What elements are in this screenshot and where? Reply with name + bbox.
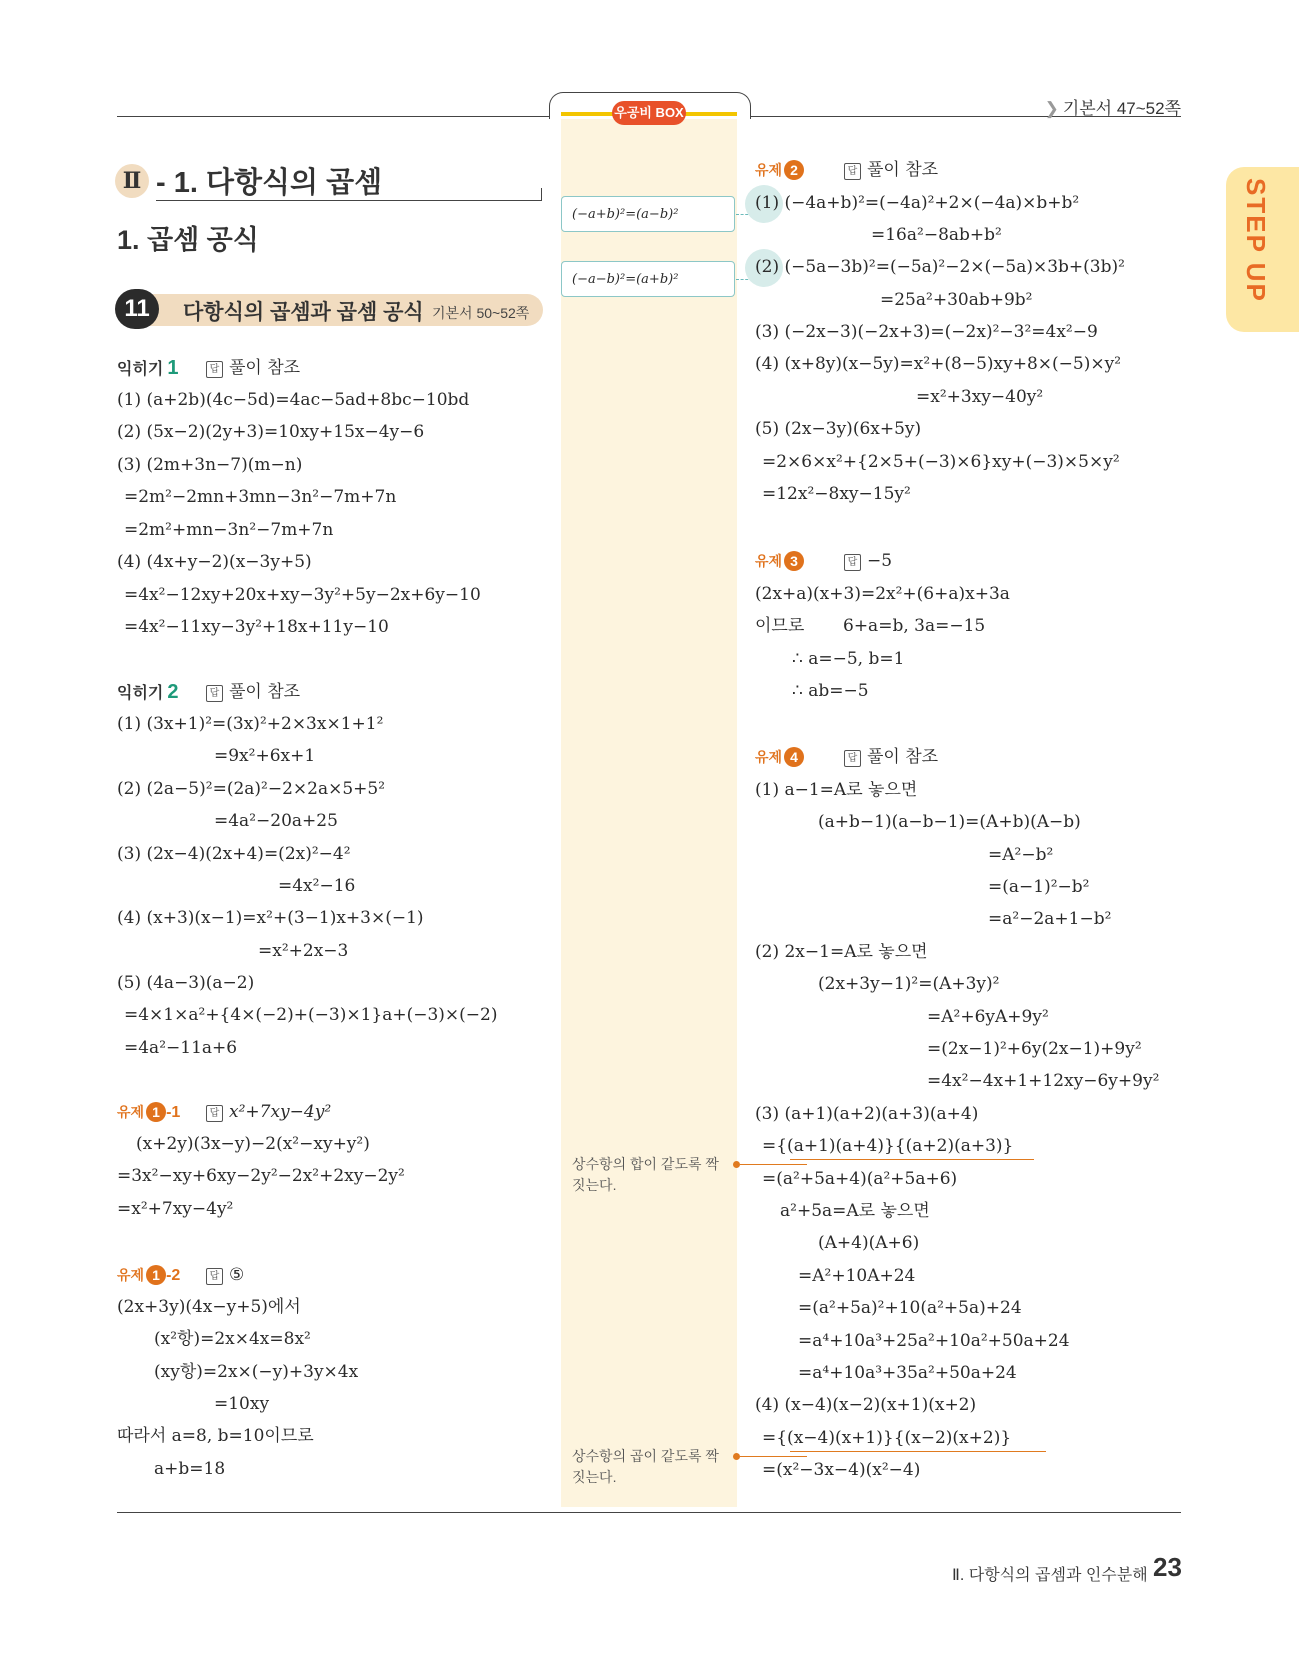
y4-line: (a+b−1)(a−b−1)=(A+b)(A−b) — [818, 812, 1081, 832]
y2-line: =25a²+30ab+9b² — [880, 290, 1033, 310]
chapter-rule — [156, 200, 542, 201]
y2-line: =12x²−8xy−15y² — [762, 484, 911, 504]
y2-line: =2×6×x²+{2×5+(−3)×6}xy+(−3)×5×y² — [762, 452, 1120, 472]
note-1-line — [740, 1164, 807, 1165]
y12-line: (xy항)=2x×(−y)+3y×4x — [154, 1362, 359, 1382]
y2-line: (5) (2x−3y)(6x+5y) — [755, 419, 922, 439]
y3-answer: 답 −5 — [844, 550, 892, 572]
note-2-line — [740, 1456, 807, 1457]
y2-line: (2) (−5a−3b)²=(−5a)²−2×(−5a)×3b+(3b)² — [755, 257, 1125, 277]
y4-line: =4x²−4x+1+12xy−6y+9y² — [927, 1071, 1160, 1091]
y12-line: 따라서 a=8, b=10이므로 — [117, 1426, 314, 1446]
ik2-line: (3) (2x−4)(2x+4)=(2x)²−4² — [117, 844, 351, 864]
box-formula-2: (−a−b)²=(a+b)² — [561, 261, 735, 297]
chapter-title: - 1. 다항식의 곱셈 — [156, 167, 383, 199]
y2-answer: 답 풀이 참조 — [844, 159, 938, 181]
y12-answer: 답 ⑤ — [206, 1264, 244, 1286]
y4-line: (1) a−1=A로 놓으면 — [755, 780, 918, 800]
ik1-line: (4) (4x+y−2)(x−3y+5) — [117, 552, 312, 572]
answer-icon: 답 — [844, 554, 861, 571]
y3-line: ∴ ab=−5 — [792, 681, 869, 701]
y4-line: =(2x−1)²+6y(2x−1)+9y² — [927, 1039, 1142, 1059]
ik1-line: (2) (5x−2)(2y+3)=10xy+15x−4y−6 — [117, 422, 425, 442]
ik1-line: (3) (2m+3n−7)(m−n) — [117, 455, 303, 475]
ik2-line: =4a²−11a+6 — [124, 1038, 238, 1058]
y4-line: a²+5a=A로 놓으면 — [780, 1201, 930, 1221]
y2-line: (1) (−4a+b)²=(−4a)²+2×(−4a)×b+b² — [755, 193, 1080, 213]
y4-line: =(a−1)²−b² — [988, 877, 1090, 897]
box-column — [561, 112, 737, 1507]
topic-title: 다항식의 곱셈과 곱셈 공식 — [183, 301, 424, 324]
answer-icon: 답 — [844, 163, 861, 180]
note-1-dot — [733, 1161, 740, 1168]
y3-line: 6+a=b, 3a=−15 — [843, 616, 986, 636]
ik2-line: =4a²−20a+25 — [214, 811, 338, 831]
ik2-line: (2) (2a−5)²=(2a)²−2×2a×5+5² — [117, 779, 386, 799]
ik2-line: (1) (3x+1)²=(3x)²+2×3x×1+1² — [117, 714, 384, 734]
footer-rule — [117, 1512, 1181, 1513]
box-note-2: 상수항의 곱이 같도록 짝 짓는다. — [572, 1448, 719, 1485]
y2-line: (4) (x+8y)(x−5y)=x²+(8−5)xy+8×(−5)×y² — [755, 354, 1122, 374]
y4-line: (A+4)(A+6) — [818, 1233, 920, 1253]
answer-icon: 답 — [206, 1268, 223, 1285]
y4-line: =a²−2a+1−b² — [988, 909, 1112, 929]
y4-line: (2) 2x−1=A로 놓으면 — [755, 942, 928, 962]
y4-label: 유제 4 — [755, 746, 804, 768]
y3-line: ∴ a=−5, b=1 — [792, 649, 905, 669]
section-title: 1. 곱셈 공식 — [117, 225, 259, 255]
answer-icon: 답 — [844, 750, 861, 767]
y12-line: (2x+3y)(4x−y+5)에서 — [117, 1297, 301, 1317]
y11-line: (x+2y)(3x−y)−2(x²−xy+y²) — [136, 1134, 370, 1154]
page-number: 23 — [1153, 1552, 1182, 1582]
chapter-numeral: Ⅱ — [115, 164, 149, 198]
y4-line: =(a²+5a+4)(a²+5a+6) — [762, 1169, 958, 1189]
note-2-dot — [733, 1453, 740, 1460]
box-note-1: 상수항의 합이 같도록 짝 짓는다. — [572, 1156, 719, 1193]
chevron-right-icon: ❯ — [1044, 99, 1059, 118]
y2-line: =x²+3xy−40y² — [916, 387, 1044, 407]
y4-line: =A²+6yA+9y² — [927, 1007, 1049, 1027]
ik2-answer: 답 풀이 참조 — [206, 681, 300, 703]
y2-label: 유제 2 — [755, 159, 804, 181]
step-up-label: STEP UP — [1241, 178, 1271, 303]
ik1-line: =2m²−2mn+3mn−3n²−7m+7n — [124, 487, 397, 507]
note-1-underline — [790, 1159, 1034, 1160]
header-rule-left — [117, 116, 550, 117]
answer-icon: 답 — [206, 1105, 223, 1122]
y4-line: (2x+3y−1)²=(A+3y)² — [818, 974, 1000, 994]
ik2-line: =4×1×a²+{4×(−2)+(−3)×1}a+(−3)×(−2) — [124, 1005, 498, 1025]
footer-chapter: Ⅱ. 다항식의 곱셈과 인수분해 — [952, 1567, 1148, 1584]
ik2-line: =9x²+6x+1 — [214, 746, 316, 766]
note-2-underline — [790, 1451, 1046, 1452]
y3-line: (2x+a)(x+3)=2x²+(6+a)x+3a — [755, 584, 1010, 604]
ik2-line: =x²+2x−3 — [258, 941, 349, 961]
ik2-label: 익히기 2 — [117, 681, 179, 703]
y12-label: 유제 1 -2 — [117, 1267, 181, 1284]
y4-line: (4) (x−4)(x−2)(x+1)(x+2) — [755, 1395, 977, 1415]
answer-icon: 답 — [206, 685, 223, 702]
ik1-answer: 답 풀이 참조 — [206, 357, 300, 379]
y2-line: (3) (−2x−3)(−2x+3)=(−2x)²−3²=4x²−9 — [755, 322, 1098, 342]
y4-line: ={(a+1)(a+4)}{(a+2)(a+3)} — [762, 1136, 1014, 1156]
ik2-line: (4) (x+3)(x−1)=x²+(3−1)x+3×(−1) — [117, 908, 424, 928]
y11-label: 유제 1 -1 — [117, 1104, 181, 1121]
y11-line: =3x²−xy+6xy−2y²−2x²+2xy−2y² — [117, 1166, 405, 1186]
ik2-line: =4x²−16 — [278, 876, 356, 896]
y4-answer: 답 풀이 참조 — [844, 746, 938, 768]
header-reference: ❯ 기본서 47~52쪽 — [1044, 99, 1181, 118]
y4-line: =(a²+5a)²+10(a²+5a)+24 — [798, 1298, 1022, 1318]
y12-line: =10xy — [214, 1394, 270, 1414]
y12-line: a+b=18 — [154, 1459, 226, 1479]
y2-line: =16a²−8ab+b² — [871, 225, 1002, 245]
answer-icon: 답 — [206, 361, 223, 378]
y12-line: (x²항)=2x×4x=8x² — [154, 1329, 311, 1349]
box-formula-1: (−a+b)²=(a−b)² — [561, 196, 735, 232]
y4-line: =A²+10A+24 — [798, 1266, 916, 1286]
y4-line: =a⁴+10a³+35a²+50a+24 — [798, 1363, 1017, 1383]
ik1-line: =2m²+mn−3n²−7m+7n — [124, 520, 334, 540]
topic-reference: 기본서 50~52쪽 — [432, 305, 530, 321]
ik1-line: =4x²−11xy−3y²+18x+11y−10 — [124, 617, 389, 637]
y4-line: =A²−b² — [988, 845, 1054, 865]
ik1-label: 익히기 1 — [117, 357, 179, 379]
y11-line: =x²+7xy−4y² — [117, 1199, 234, 1219]
y3-label: 유제 3 — [755, 550, 804, 572]
ik1-line: =4x²−12xy+20x+xy−3y²+5y−2x+6y−10 — [124, 585, 481, 605]
y3-line: 이므로 — [755, 616, 805, 636]
chapter-rule-tick — [541, 188, 542, 200]
y4-line: =(x²−3x−4)(x²−4) — [762, 1460, 921, 1480]
ik1-line: (1) (a+2b)(4c−5d)=4ac−5ad+8bc−10bd — [117, 390, 470, 410]
box-badge: 우공비 BOX — [612, 101, 686, 125]
ik2-line: (5) (4a−3)(a−2) — [117, 973, 255, 993]
y11-answer: 답 x²+7xy−4y² — [206, 1101, 331, 1123]
topic-number: 11 — [115, 289, 159, 329]
y4-line: =a⁴+10a³+25a²+10a²+50a+24 — [798, 1331, 1070, 1351]
y4-line: ={(x−4)(x+1)}{(x−2)(x+2)} — [762, 1428, 1012, 1448]
y4-line: (3) (a+1)(a+2)(a+3)(a+4) — [755, 1104, 979, 1124]
